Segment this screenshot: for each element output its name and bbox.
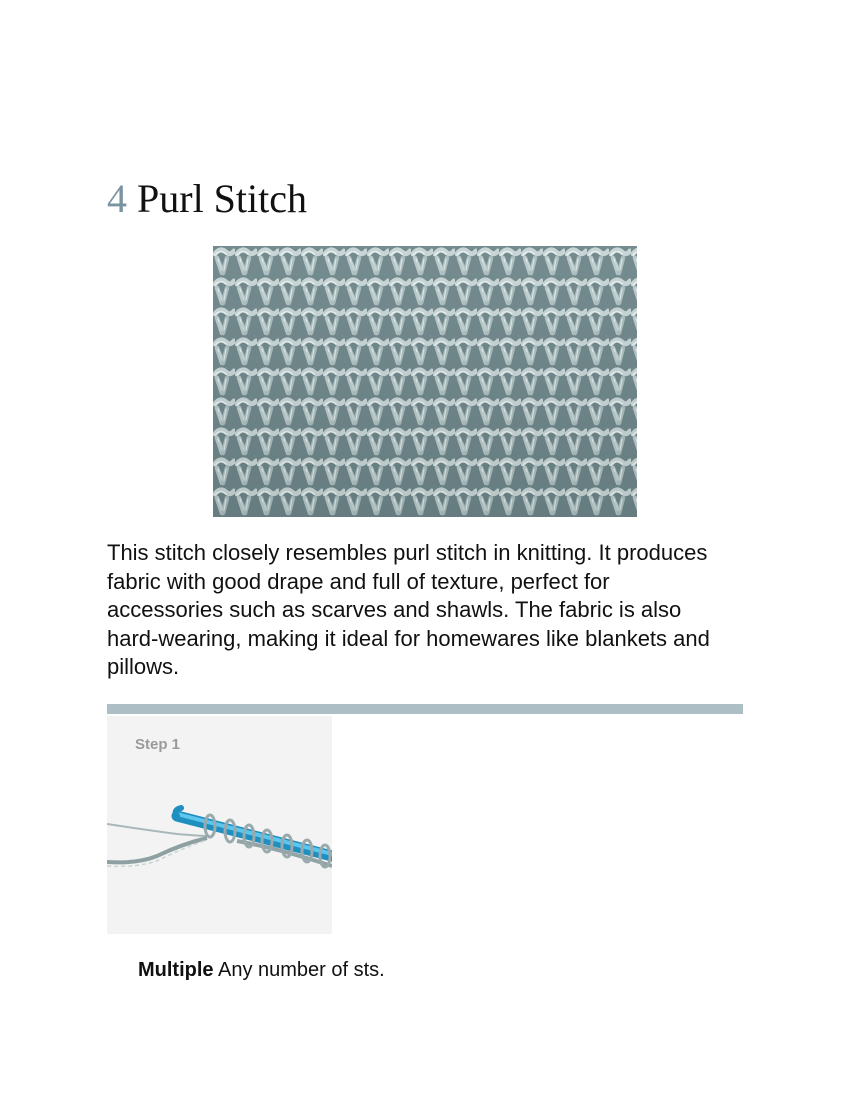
step-label: Step 1 xyxy=(135,736,181,753)
stitch-description: This stitch closely resembles purl stitch in knitting. It produces fabric with good drape and full of texture, perfect for accessories such as scarves and shawls. The fabric is also hard-wearing, making it ideal for homewares like blankets and pillows. xyxy=(107,540,710,679)
purl-stitch-swatch-image xyxy=(213,246,637,517)
section-heading xyxy=(107,176,307,222)
step-1-photo xyxy=(107,716,332,934)
multiple-note xyxy=(138,957,385,983)
multiple-value: Any number of sts. xyxy=(218,959,385,981)
section-divider xyxy=(107,704,743,714)
section-number: 4 xyxy=(107,176,127,221)
section-title: Purl Stitch xyxy=(137,176,308,221)
multiple-label: Multiple xyxy=(138,959,214,981)
